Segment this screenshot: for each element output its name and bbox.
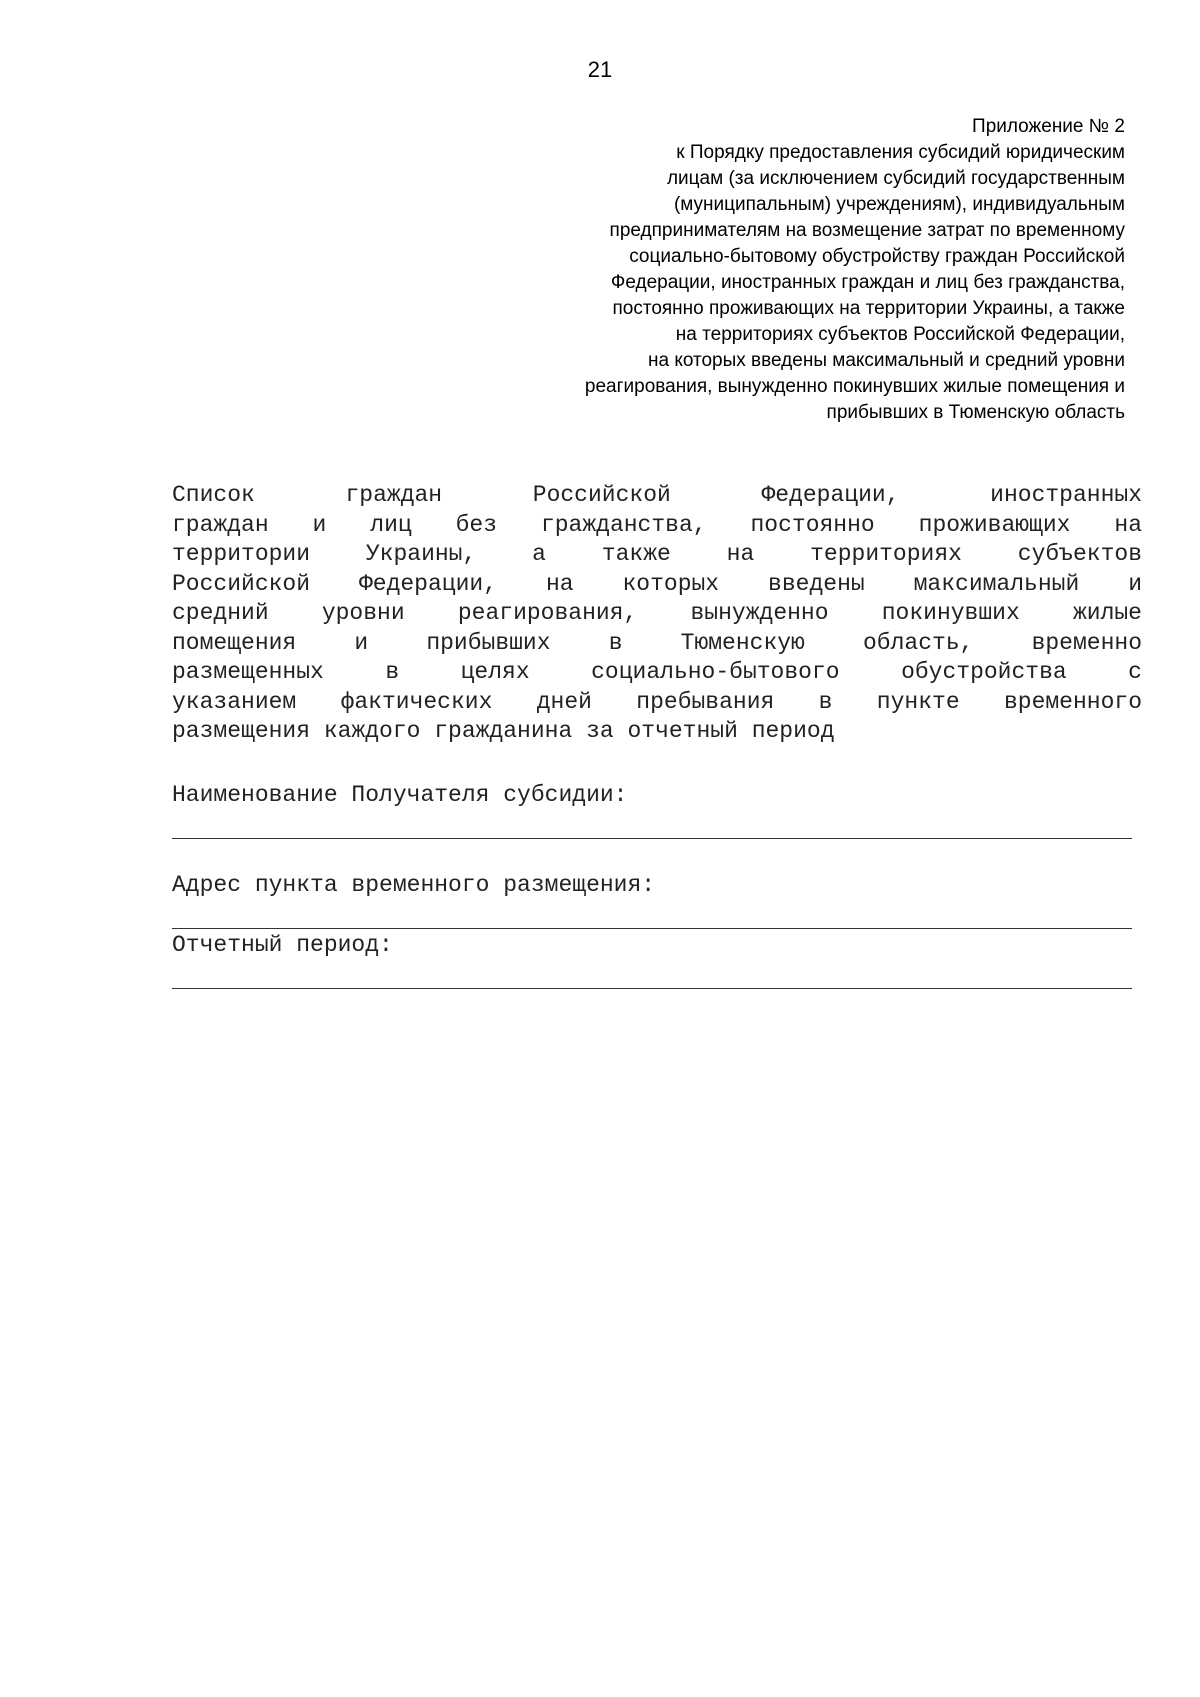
annex-header (485, 114, 1125, 426)
list-title-line: указанием фактических дней пребывания в пункте временного (172, 688, 1142, 715)
annex-line: социально-бытовому обустройству граждан Российской (629, 246, 1125, 267)
annex-line: на которых введены максимальный и средний уровни (647, 350, 1125, 371)
period-underline (172, 988, 1132, 989)
annex-line: предпринимателям на возмещение затрат по временному (609, 220, 1125, 241)
list-title-line: размещенных в целях социально-бытового обустройства с (172, 659, 1142, 685)
list-title-line: территории Украины, а также на территориях субъектов (172, 541, 1142, 567)
list-title-line: Российской Федерации, на которых введены максимальный и (172, 570, 1142, 597)
annex-line: Приложение № 2 (972, 116, 1125, 137)
recipient-label: Наименование Получателя субсидии: (172, 782, 628, 808)
annex-line: к Порядку предоставления субсидий юридическим (676, 142, 1125, 163)
list-title-line: размещения каждого гражданина за отчетный период (172, 718, 835, 744)
address-label: Адрес пункта временного размещения: (172, 872, 656, 898)
annex-line: реагирования, вынужденно покинувших жилые помещения и (584, 376, 1125, 397)
annex-line: прибывших в Тюменскую область (826, 402, 1125, 423)
list-title-line: граждан и лиц без гражданства, постоянно проживающих на (172, 511, 1142, 538)
list-title (172, 481, 1142, 747)
list-title-line: средний уровни реагирования, вынужденно покинувших жилые (172, 600, 1142, 626)
annex-line: на территориях субъектов Российской Федерации, (675, 324, 1125, 345)
period-label: Отчетный период: (172, 932, 393, 958)
annex-line: постоянно проживающих на территории Украины, а также (612, 298, 1125, 319)
annex-line: (муниципальным) учреждениям), индивидуальным (673, 194, 1125, 215)
list-title-line: Список граждан Российской Федерации, иностранных (172, 482, 1142, 508)
annex-line: лицам (за исключением субсидий государственным (666, 168, 1125, 189)
address-underline (172, 928, 1132, 929)
page-number: 21 (587, 57, 613, 82)
list-title-line: помещения и прибывших в Тюменскую область, временно (172, 629, 1142, 656)
recipient-underline (172, 838, 1132, 839)
annex-line: Федерации, иностранных граждан и лиц без гражданства, (610, 272, 1125, 293)
